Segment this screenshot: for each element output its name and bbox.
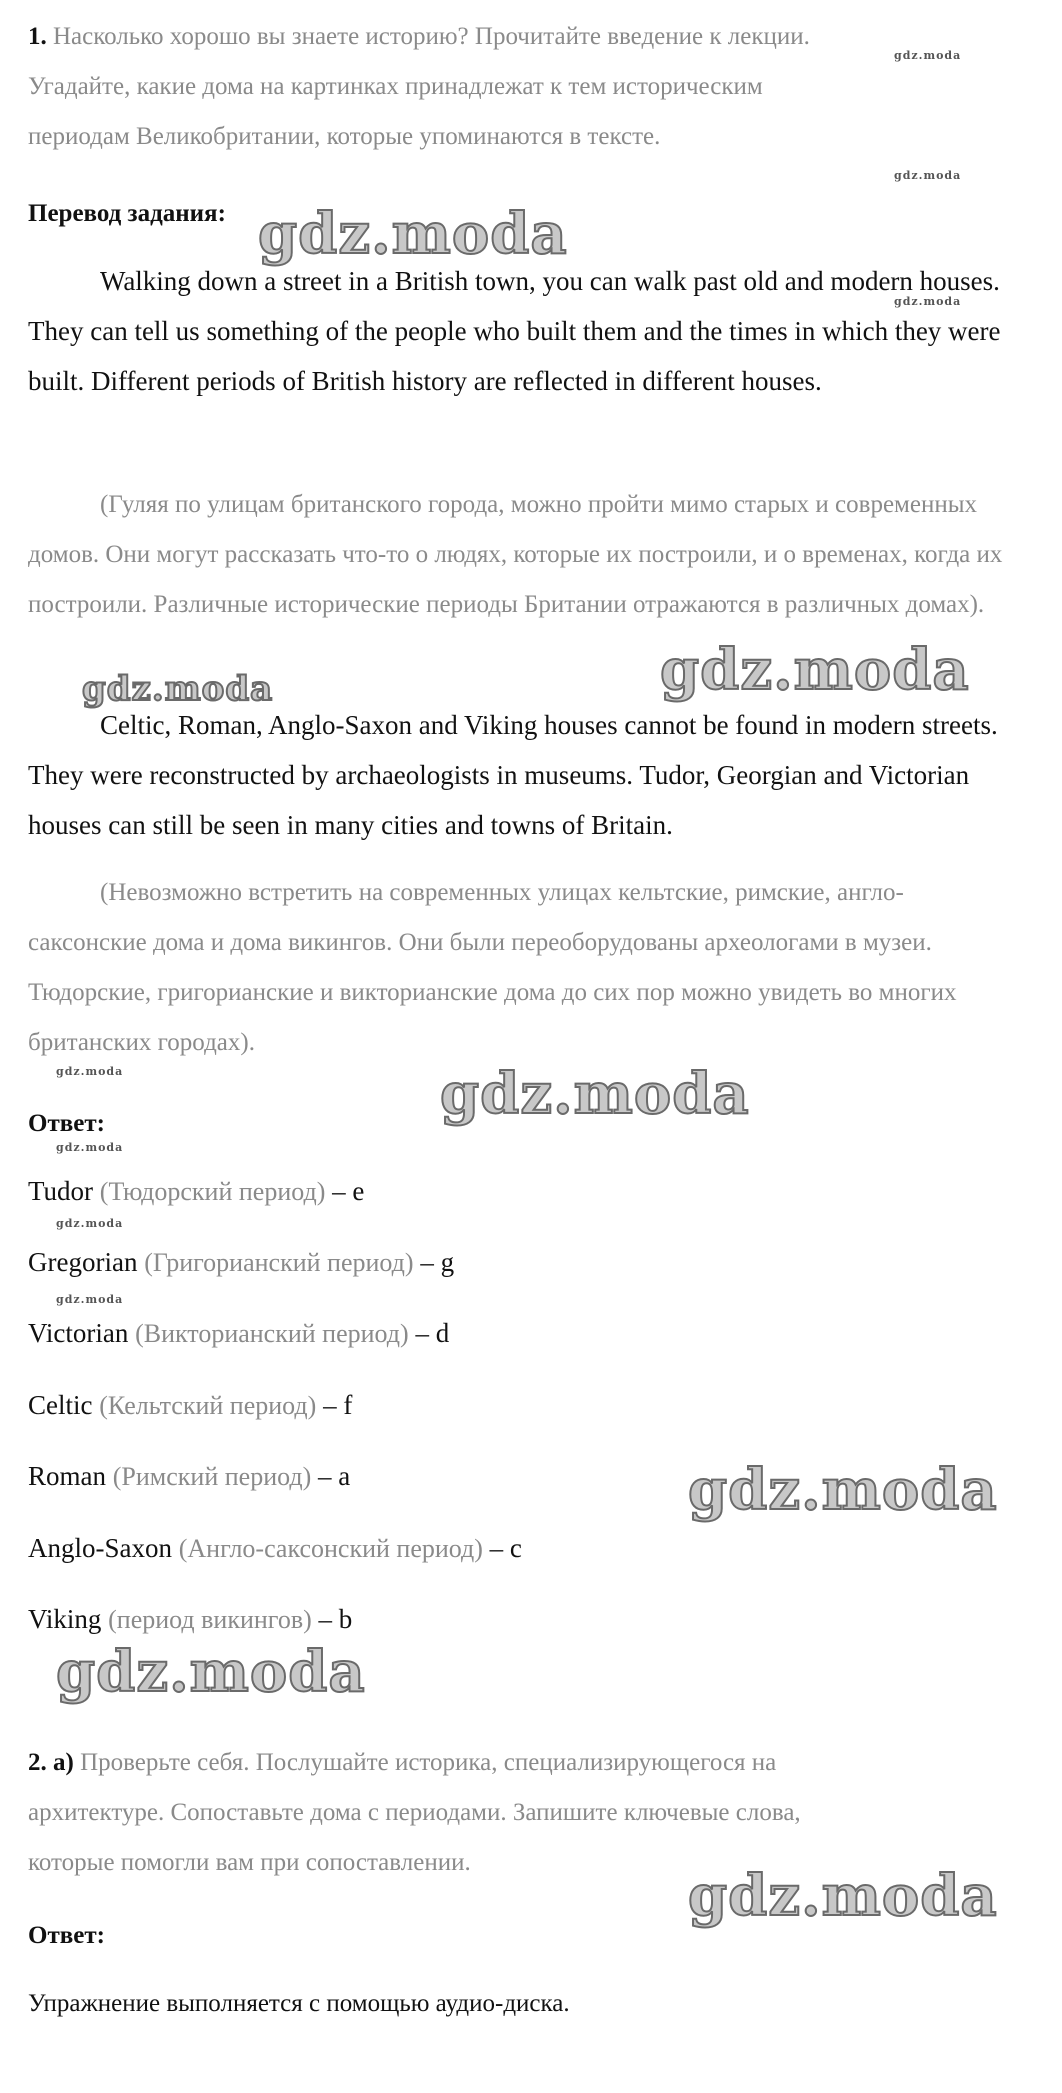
answer-en: Tudor [28, 1176, 94, 1206]
watermark-small: gdz.moda [56, 1217, 124, 1230]
answer-letter: – a [318, 1461, 351, 1491]
paragraph1-ru: (Гуляя по улицам британского города, можно пройти мимо старых и современных домов. Они могут рассказать что-то о людях, которые их построили, и о временах, когда их построили. Различные исторические периоды Британии отражаются в различных домах). [28, 491, 1003, 618]
answer-en: Anglo-Saxon [28, 1533, 172, 1563]
answer-ru: (Кельтский период) [99, 1391, 317, 1420]
answer-ru: (Англо-саксонский период) [178, 1534, 483, 1563]
answer-en: Celtic [28, 1390, 93, 1420]
watermark-small: gdz.moda [56, 1293, 124, 1306]
answer-ru: (Григорианский период) [144, 1248, 414, 1277]
watermark-logo: gdz.moda [688, 1457, 998, 1523]
task1-line3: периодам Великобритании, которые упоминаются в тексте. [28, 123, 661, 150]
answer-ru: (Викторианский период) [135, 1319, 409, 1348]
watermark-logo: gdz.moda [660, 637, 970, 703]
answer-en: Victorian [28, 1318, 129, 1348]
watermark-small: gdz.moda [894, 49, 962, 62]
answer2-text: Упражнение выполняется с помощью аудио-диска. [28, 1990, 570, 2017]
watermark-logo: gdz.moda [82, 669, 274, 709]
answer-letter: – f [323, 1390, 353, 1420]
answer-ru: (Римский период) [112, 1462, 312, 1491]
watermark-small: gdz.moda [894, 169, 962, 182]
task2-number: 2. a) [28, 1749, 74, 1776]
answer-letter: – g [420, 1247, 455, 1277]
task2-line1: Проверьте себя. Послушайте историка, специализирующегося на [80, 1749, 777, 1776]
watermark-small: gdz.moda [894, 295, 962, 308]
answer-heading: Ответ: [28, 1110, 105, 1137]
answer-letter: – e [332, 1176, 365, 1206]
answer-item [28, 1387, 352, 1424]
task1-line2: Угадайте, какие дома на картинках принадлежат к тем историческим [28, 73, 763, 100]
task1-number: 1. [28, 23, 47, 50]
paragraph1-en: Walking down a street in a British town, you can walk past old and modern houses. They can tell us something of the people who built them and the times in which they were built. Different periods of British history are reflected in different houses. [28, 266, 1001, 396]
translation-heading: Перевод задания: [28, 200, 226, 227]
answer-item [28, 1244, 454, 1281]
paragraph2-en: Celtic, Roman, Anglo-Saxon and Viking houses cannot be found in modern streets. They were reconstructed by archaeologists in museums. Tudor, Georgian and Victorian houses can still be seen in many cities and towns of Britain. [28, 710, 998, 840]
watermark-small: gdz.moda [56, 1141, 124, 1154]
watermark-small: gdz.moda [56, 1065, 124, 1078]
answer-item [28, 1458, 350, 1495]
answer-ru: (период викингов) [108, 1605, 312, 1634]
watermark-logo: gdz.moda [56, 1639, 366, 1705]
answer-letter: – c [489, 1533, 522, 1563]
answer2-heading: Ответ: [28, 1922, 105, 1949]
task1-line1: Насколько хорошо вы знаете историю? Прочитайте введение к лекции. [53, 23, 810, 50]
answer-ru: (Тюдорский период) [99, 1177, 326, 1206]
answer-en: Gregorian [28, 1247, 138, 1277]
answer-item [28, 1601, 352, 1638]
answer-item [28, 1173, 364, 1210]
watermark-logo: gdz.moda [440, 1061, 750, 1127]
answer-letter: – d [415, 1318, 450, 1348]
paragraph2-ru: (Невозможно встретить на современных улицах кельтские, римские, англо-саксонские дома и дома викингов. Они были переоборудованы археологами в музеи. Тюдорские, григорианские и викторианские дома до сих пор можно увидеть во многих британских городах). [28, 879, 957, 1056]
answer-item [28, 1530, 522, 1567]
watermark-logo: gdz.moda [258, 201, 568, 267]
answer-en: Viking [28, 1604, 102, 1634]
task2-line3: которые помогли вам при сопоставлении. [28, 1849, 471, 1876]
answer-item [28, 1315, 449, 1352]
task2-line2: архитектуре. Сопоставьте дома с периодами. Запишите ключевые слова, [28, 1799, 801, 1826]
watermark-logo: gdz.moda [688, 1863, 998, 1929]
answer-en: Roman [28, 1461, 106, 1491]
task1-block [28, 12, 1018, 162]
answer-letter: – b [318, 1604, 353, 1634]
